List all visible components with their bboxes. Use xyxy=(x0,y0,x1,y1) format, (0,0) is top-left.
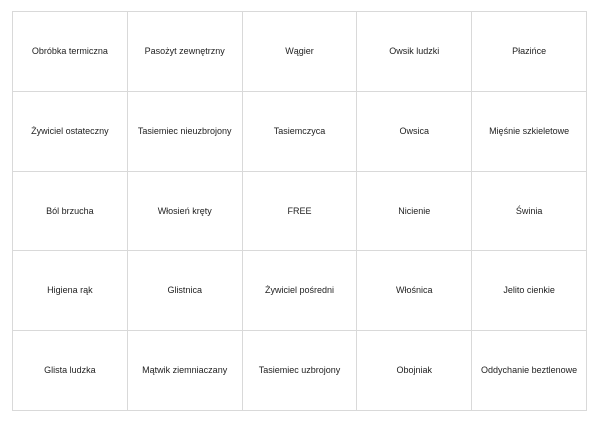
bingo-cell: Owsica xyxy=(357,92,472,172)
bingo-card xyxy=(12,11,587,411)
bingo-cell: Wągier xyxy=(243,12,358,92)
bingo-cell: Płazińce xyxy=(472,12,587,92)
bingo-cell: Obojniak xyxy=(357,331,472,411)
bingo-cell: Żywiciel pośredni xyxy=(243,251,358,331)
bingo-cell: Oddychanie beztlenowe xyxy=(472,331,587,411)
bingo-cell: Pasożyt zewnętrzny xyxy=(128,12,243,92)
bingo-cell: Mątwik ziemniaczany xyxy=(128,331,243,411)
bingo-cell: Glistnica xyxy=(128,251,243,331)
bingo-cell: Owsik ludzki xyxy=(357,12,472,92)
bingo-cell: Ból brzucha xyxy=(13,172,128,252)
bingo-cell: Włosień kręty xyxy=(128,172,243,252)
bingo-cell: Obróbka termiczna xyxy=(13,12,128,92)
bingo-cell: Jelito cienkie xyxy=(472,251,587,331)
bingo-cell: Włośnica xyxy=(357,251,472,331)
bingo-cell: Świnia xyxy=(472,172,587,252)
bingo-cell: FREE xyxy=(243,172,358,252)
bingo-cell: Higiena rąk xyxy=(13,251,128,331)
bingo-cell: Tasiemczyca xyxy=(243,92,358,172)
bingo-cell: Żywiciel ostateczny xyxy=(13,92,128,172)
bingo-cell: Mięśnie szkieletowe xyxy=(472,92,587,172)
bingo-cell: Tasiemiec nieuzbrojony xyxy=(128,92,243,172)
bingo-cell: Nicienie xyxy=(357,172,472,252)
bingo-cell: Tasiemiec uzbrojony xyxy=(243,331,358,411)
bingo-cell: Glista ludzka xyxy=(13,331,128,411)
